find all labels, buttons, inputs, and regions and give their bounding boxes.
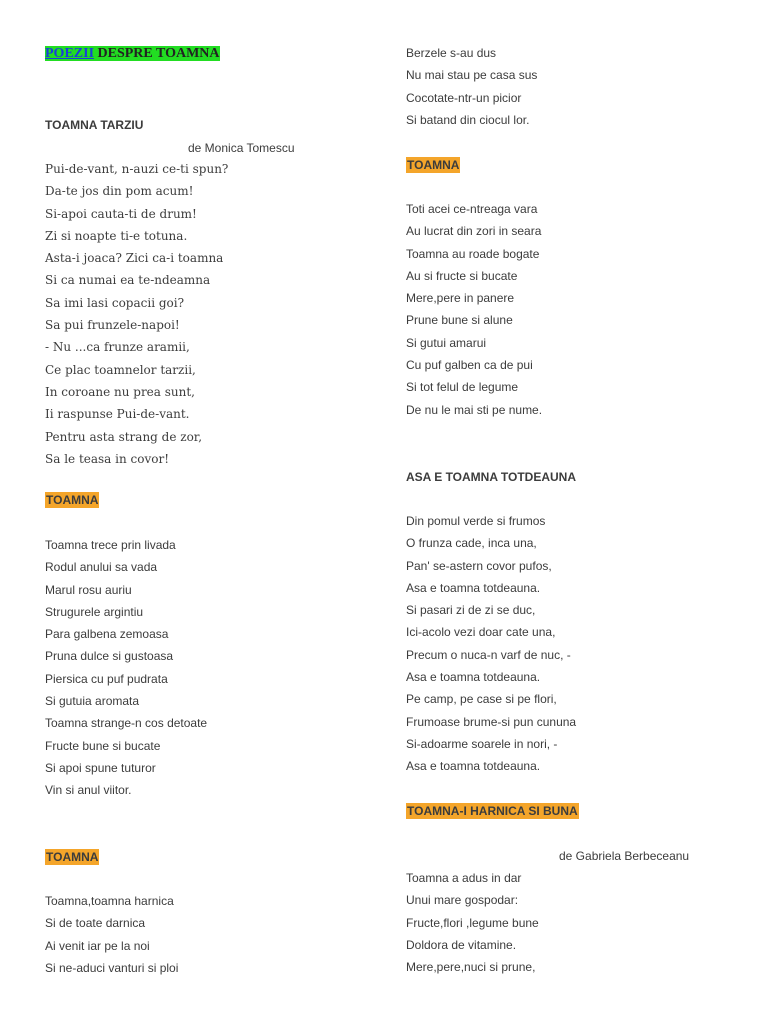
poem-line: Fructe,flori ,legume bune: [406, 915, 539, 930]
poem-line: Asa e toamna totdeauna.: [406, 580, 541, 595]
poem6-title: TOAMNA-I HARNICA SI BUNA: [407, 804, 578, 818]
poem-line: Si ca numai ea te-ndeamna: [45, 273, 211, 288]
poem-line: Para galbena zemoasa: [45, 627, 169, 642]
poem-line: Toamna a adus in dar: [406, 871, 522, 885]
poem-line: Asa e toamna totdeauna.: [406, 670, 541, 685]
poem-line: Si ne-aduci vanturi si ploi: [45, 960, 179, 975]
poem1-title: TOAMNA TARZIU: [45, 118, 144, 132]
poem-line: Si-apoi cauta-ti de drum!: [45, 206, 197, 221]
poem-line: Pan' se-astern covor pufos,: [406, 558, 552, 573]
poem-line: Au si fructe si bucate: [406, 268, 518, 283]
poem-line: Ii raspunse Pui-de-vant.: [45, 407, 190, 422]
poem-line: Si pasari zi de zi se duc,: [406, 603, 536, 618]
poem-line: Si gutui amarui: [406, 335, 487, 350]
poem2-title: TOAMNA: [46, 493, 99, 507]
poem-line: Pruna dulce si gustoasa: [45, 649, 174, 664]
poem-line: Asa e toamna totdeauna.: [406, 759, 541, 774]
poem-line: Si gutuia aromata: [45, 694, 140, 709]
poem-line: Mere,pere,nuci si prune,: [406, 960, 536, 975]
poem-line: Zi si noapte ti-e totuna.: [45, 228, 188, 243]
poem5-title: ASA E TOAMNA TOTDEAUNA: [406, 470, 577, 484]
poem-line: Strugurele argintiu: [45, 604, 144, 619]
poem1-body: [45, 158, 365, 470]
poem-line: - Nu ...ca frunze aramii,: [45, 340, 190, 355]
poem6-body: [406, 867, 746, 978]
poem6-author: de Gabriela Berbeceanu: [559, 849, 690, 863]
poem-line: Si de toate darnica: [45, 916, 146, 931]
poem-line: Toti acei ce-ntreaga vara: [406, 202, 538, 216]
poem1-author: de Monica Tomescu: [188, 141, 295, 155]
poem-line: Toamna trece prin livada: [45, 538, 176, 552]
poem-line: Pentru asta strang de zor,: [45, 429, 203, 444]
title-rest: DESPRE TOAMNA: [94, 46, 220, 61]
poem-line: Mere,pere in panere: [406, 291, 515, 306]
poem-line: In coroane nu prea sunt,: [45, 384, 195, 399]
poem-line: Da-te jos din pom acum!: [45, 184, 194, 199]
poem-line: Precum o nuca-n varf de nuc, -: [406, 647, 571, 662]
poem5-body: [406, 510, 746, 778]
poem-line: Pui-de-vant, n-auzi ce-ti spun?: [45, 162, 229, 176]
poem-line: Si apoi spune tuturor: [45, 760, 156, 775]
poem-line: Pe camp, pe case si pe flori,: [406, 692, 557, 707]
poem-line: Sa le teasa in covor!: [45, 451, 170, 466]
poem-line: Toamna,toamna harnica: [45, 894, 174, 908]
poem-top-right-body: [406, 42, 746, 131]
poem-line: Asta-i joaca? Zici ca-i toamna: [45, 251, 224, 266]
poem-line: Ici-acolo vezi doar cate una,: [406, 625, 556, 640]
poem-line: Sa imi lasi copacii goi?: [45, 295, 185, 310]
poem-line: Cu puf galben ca de pui: [406, 358, 533, 373]
poem-line: Ce plac toamnelor tarzii,: [45, 362, 196, 377]
poem-line: Nu mai stau pe casa sus: [406, 68, 538, 83]
poem-line: Cocotate-ntr-un picior: [406, 90, 522, 105]
poem-line: Toamna au roade bogate: [406, 246, 540, 261]
poem-line: Sa pui frunzele-napoi!: [45, 318, 180, 333]
poem-line: Berzele s-au dus: [406, 46, 497, 60]
poem-line: Vin si anul viitor.: [45, 783, 132, 798]
page-title: [45, 46, 220, 62]
poem-line: Rodul anului sa vada: [45, 560, 158, 575]
poem-line: Prune bune si alune: [406, 313, 513, 328]
poem-line: Fructe bune si bucate: [45, 738, 161, 753]
poem-line: O frunza cade, inca una,: [406, 536, 537, 551]
poem-line: Piersica cu puf pudrata: [45, 671, 168, 686]
poem-line: Doldora de vitamine.: [406, 937, 517, 952]
poem-line: Marul rosu auriu: [45, 582, 132, 597]
poem-line: Au lucrat din zori in seara: [406, 224, 542, 239]
poem-line: Ai venit iar pe la noi: [45, 938, 150, 953]
poem-line: De nu le mai sti pe nume.: [406, 402, 543, 417]
title-link-word[interactable]: POEZII: [45, 46, 95, 61]
poem4-body: [406, 198, 746, 421]
poem2-body: [45, 534, 365, 802]
poem-line: Frumoase brume-si pun cununa: [406, 714, 577, 729]
poem-line: Si tot felul de legume: [406, 380, 519, 395]
poem-line: Din pomul verde si frumos: [406, 514, 546, 528]
poem3-title: TOAMNA: [46, 850, 99, 864]
poem-line: Si-adoarme soarele in nori, -: [406, 736, 558, 751]
poem-line: Unui mare gospodar:: [406, 893, 519, 908]
poem4-title: TOAMNA: [407, 158, 460, 172]
poem3-body: [45, 890, 365, 979]
poem-line: Toamna strange-n cos detoate: [45, 716, 208, 731]
poem-line: Si batand din ciocul lor.: [406, 112, 530, 127]
